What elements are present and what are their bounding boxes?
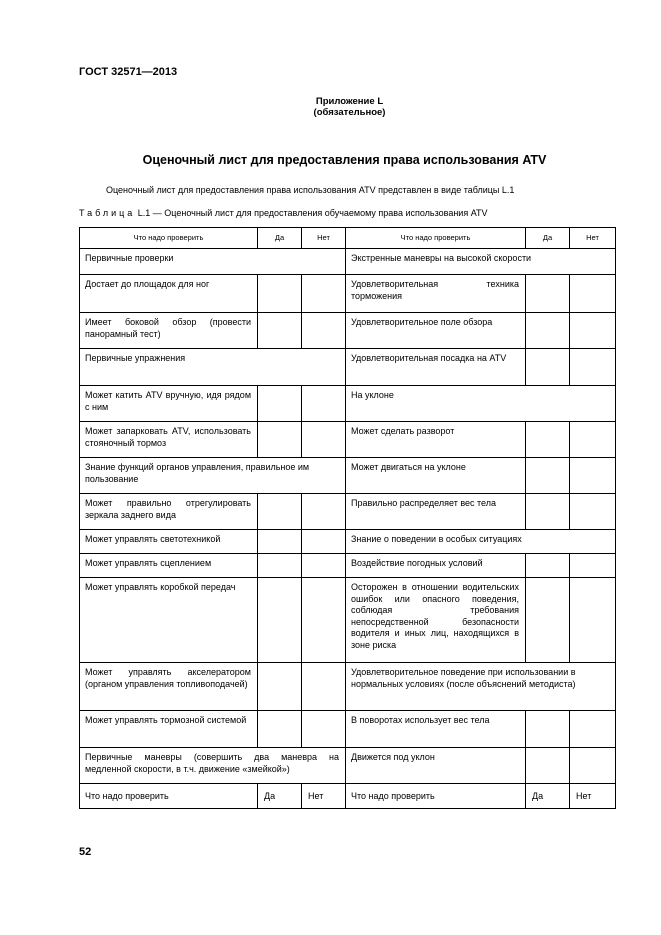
page-number: 52 [79, 846, 92, 858]
footer-no: Нет [570, 784, 616, 809]
no-checkbox-cell[interactable] [302, 554, 346, 578]
no-checkbox-cell[interactable] [302, 663, 346, 711]
no-checkbox-cell[interactable] [570, 554, 616, 578]
criterion-cell: Может правильно отрегулировать зеркала заднего вида [80, 494, 258, 530]
section-heading: На уклоне [346, 386, 616, 422]
yes-checkbox-cell[interactable] [258, 275, 302, 313]
no-checkbox-cell[interactable] [302, 711, 346, 748]
table-row [80, 711, 616, 748]
no-checkbox-cell[interactable] [302, 422, 346, 458]
yes-checkbox-cell[interactable] [258, 530, 302, 554]
no-checkbox-cell[interactable] [570, 422, 616, 458]
criterion-cell: Достает до площадок для ног [80, 275, 258, 313]
no-checkbox-cell[interactable] [570, 578, 616, 663]
criterion-cell: Может управлять светотехникой [80, 530, 258, 554]
assessment-table [79, 227, 616, 809]
yes-checkbox-cell[interactable] [526, 313, 570, 349]
table-caption-text: L.1 — Оценочный лист для предоставления обучаемому права использования ATV [135, 208, 488, 218]
no-checkbox-cell[interactable] [302, 275, 346, 313]
footer-criterion: Что надо проверить [80, 784, 258, 809]
table-caption-word: Таблица [79, 208, 136, 218]
table-row [80, 249, 616, 275]
no-checkbox-cell[interactable] [302, 578, 346, 663]
criterion-cell: Воздействие погодных условий [346, 554, 526, 578]
intro-paragraph: Оценочный лист для предоставления права использования ATV представлен в виде таблицы L.1 [106, 185, 515, 195]
table-row [80, 422, 616, 458]
no-checkbox-cell[interactable] [570, 458, 616, 494]
yes-checkbox-cell[interactable] [258, 422, 302, 458]
yes-checkbox-cell[interactable] [526, 275, 570, 313]
appendix-label: Приложение L [315, 96, 384, 107]
yes-checkbox-cell[interactable] [526, 458, 570, 494]
criterion-cell: Может управлять сцеплением [80, 554, 258, 578]
criterion-cell: Может управлять тормозной системой [80, 711, 258, 748]
criterion-cell: Удовлетворительная посадка на ATV [346, 349, 526, 386]
yes-checkbox-cell[interactable] [526, 494, 570, 530]
table-row [80, 578, 616, 663]
section-heading: Знание о поведении в особых ситуациях [346, 530, 616, 554]
table-header-row [80, 228, 616, 249]
table-row [80, 494, 616, 530]
criterion-cell: Движется под уклон [346, 748, 526, 784]
header-criterion: Что надо проверить [80, 228, 258, 249]
criterion-cell: Правильно распределяет вес тела [346, 494, 526, 530]
no-checkbox-cell[interactable] [570, 711, 616, 748]
section-heading: Удовлетворительное поведение при использовании в нормальных условиях (после объяснений методиста) [346, 663, 616, 711]
criterion-cell: Может катить ATV вручную, идя рядом с ним [80, 386, 258, 422]
yes-checkbox-cell[interactable] [526, 422, 570, 458]
criterion-cell: Удовлетворительное поле обзора [346, 313, 526, 349]
yes-checkbox-cell[interactable] [258, 711, 302, 748]
yes-checkbox-cell[interactable] [258, 386, 302, 422]
table-row [80, 663, 616, 711]
criterion-cell: Удовлетворительная техника торможения [346, 275, 526, 313]
criterion-cell: Осторожен в отношении водительских ошибок или опасного поведения, соблюдая требования непосредственной безопасности водителя и иных лиц, находящихся в зоне риска [346, 578, 526, 663]
appendix-status: (обязательное) [313, 107, 386, 118]
yes-checkbox-cell[interactable] [258, 494, 302, 530]
footer-no: Нет [302, 784, 346, 809]
document-standard-id: ГОСТ 32571—2013 [79, 66, 178, 78]
footer-criterion: Что надо проверить [346, 784, 526, 809]
no-checkbox-cell[interactable] [570, 494, 616, 530]
no-checkbox-cell[interactable] [302, 386, 346, 422]
yes-checkbox-cell[interactable] [258, 554, 302, 578]
criterion-cell: Может запарковать ATV, использовать стояночный тормоз [80, 422, 258, 458]
criterion-cell: Может управлять акселератором (органом управления топливоподачей) [80, 663, 258, 711]
no-checkbox-cell[interactable] [570, 313, 616, 349]
section-heading: Первичные маневры (совершить два маневра на медленной скорости, в т.ч. движение «змейкой») [80, 748, 346, 784]
yes-checkbox-cell[interactable] [258, 578, 302, 663]
page-title: Оценочный лист для предоставления права использования ATV [142, 153, 547, 167]
criterion-cell: Может двигаться на уклоне [346, 458, 526, 494]
table-caption [79, 208, 488, 218]
table-footer-row [80, 784, 616, 809]
section-heading: Первичные упражнения [80, 349, 346, 386]
no-checkbox-cell[interactable] [302, 494, 346, 530]
yes-checkbox-cell[interactable] [526, 748, 570, 784]
section-heading: Знание функций органов управления, правильное им пользование [80, 458, 346, 494]
footer-yes: Да [526, 784, 570, 809]
no-checkbox-cell[interactable] [570, 349, 616, 386]
table-row [80, 386, 616, 422]
table-row [80, 530, 616, 554]
section-heading: Экстренные маневры на высокой скорости [346, 249, 616, 275]
table-row [80, 313, 616, 349]
table-row [80, 748, 616, 784]
criterion-cell: В поворотах использует вес тела [346, 711, 526, 748]
header-criterion: Что надо проверить [346, 228, 526, 249]
criterion-cell: Может сделать разворот [346, 422, 526, 458]
no-checkbox-cell[interactable] [302, 313, 346, 349]
section-heading: Первичные проверки [80, 249, 346, 275]
no-checkbox-cell[interactable] [302, 530, 346, 554]
criterion-cell: Может управлять коробкой передач [80, 578, 258, 663]
appendix-heading [0, 96, 661, 118]
table-row [80, 554, 616, 578]
header-yes: Да [258, 228, 302, 249]
yes-checkbox-cell[interactable] [526, 554, 570, 578]
header-yes: Да [526, 228, 570, 249]
table-row [80, 458, 616, 494]
yes-checkbox-cell[interactable] [258, 663, 302, 711]
yes-checkbox-cell[interactable] [526, 711, 570, 748]
criterion-cell: Имеет боковой обзор (провести панорамный тест) [80, 313, 258, 349]
header-no: Нет [570, 228, 616, 249]
table-row [80, 349, 616, 386]
yes-checkbox-cell[interactable] [526, 349, 570, 386]
table-row [80, 275, 616, 313]
no-checkbox-cell[interactable] [570, 748, 616, 784]
footer-yes: Да [258, 784, 302, 809]
yes-checkbox-cell[interactable] [526, 578, 570, 663]
yes-checkbox-cell[interactable] [258, 313, 302, 349]
no-checkbox-cell[interactable] [570, 275, 616, 313]
header-no: Нет [302, 228, 346, 249]
